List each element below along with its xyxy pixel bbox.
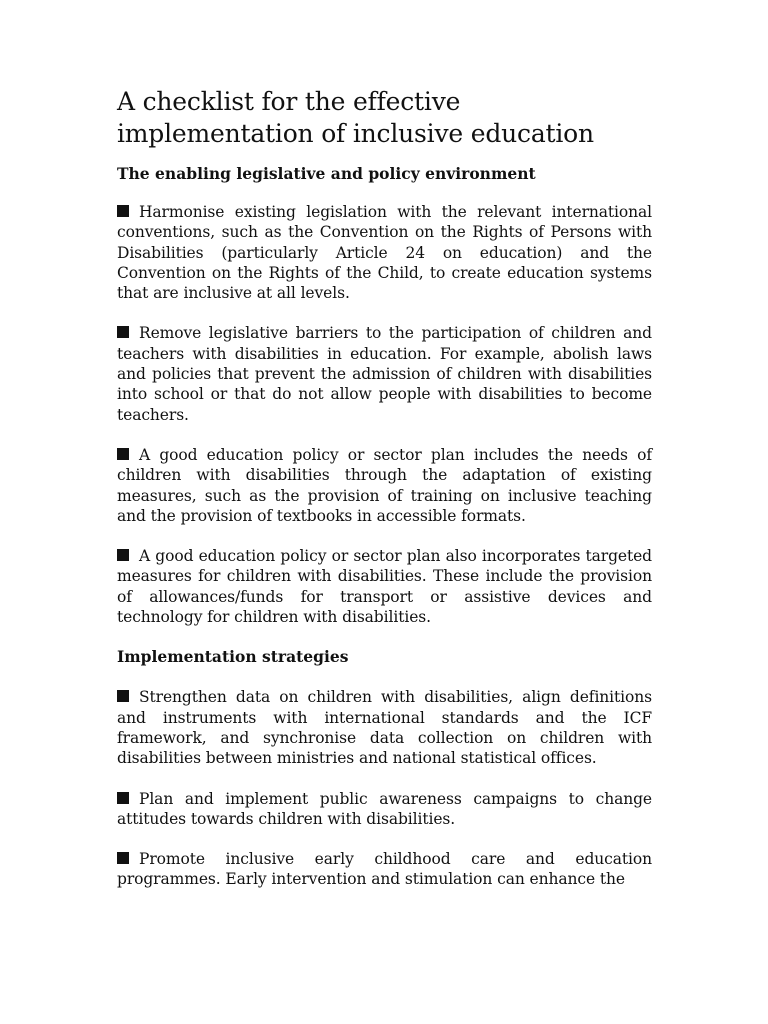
list-item-text: A good education policy or sector plan includes the needs of children with disabilities through the adaptation of existing measures, such as the provision of training on inclusive teaching and the provision of textbooks in accessible formats. [117,445,652,525]
square-bullet-icon [117,326,129,338]
list-item [117,546,652,627]
list-item [117,849,652,890]
list-item-text: Promote inclusive early childhood care and education programmes. Early intervention and stimulation can enhance the [117,850,652,889]
list-item-text: A good education policy or sector plan also incorporates targeted measures for children with disabilities. These include the provision of allowances/funds for transport or assistive devices and technology for children with disabilities. [117,547,652,627]
list-item [117,445,652,526]
section-legislative-policy [117,164,652,627]
list-item-text: Plan and implement public awareness campaigns to change attitudes towards children with disabilities. [117,789,652,828]
list-item-text: Strengthen data on children with disabilities, align definitions and instruments with international standards and the ICF framework, and synchronise data collection on children with disabilities between ministries and national statistical offices. [117,688,652,768]
square-bullet-icon [117,448,129,460]
square-bullet-icon [117,549,129,561]
square-bullet-icon [117,205,129,217]
square-bullet-icon [117,792,129,804]
list-item-text: Remove legislative barriers to the participation of children and teachers with disabilities in education. For example, abolish laws and policies that prevent the admission of children with disabilities into school or that do not allow people with disabilities to become teachers. [117,324,652,424]
section-heading: The enabling legislative and policy environment [117,164,536,183]
list-item [117,789,652,830]
square-bullet-icon [117,852,129,864]
list-item [117,323,652,424]
list-item-text: Harmonise existing legislation with the relevant international conventions, such as the Convention on the Rights of Persons with Disabilities (particularly Article 24 on education) and the Convention on the Rights of the Child, to create education systems that are inclusive at all levels. [117,203,652,303]
list-item [117,202,652,303]
section-heading: Implementation strategies [117,647,349,667]
page-title: A checklist for the effective implementation of inclusive education [117,87,594,148]
section-implementation-strategies [117,647,652,889]
list-item [117,687,652,768]
square-bullet-icon [117,690,129,702]
